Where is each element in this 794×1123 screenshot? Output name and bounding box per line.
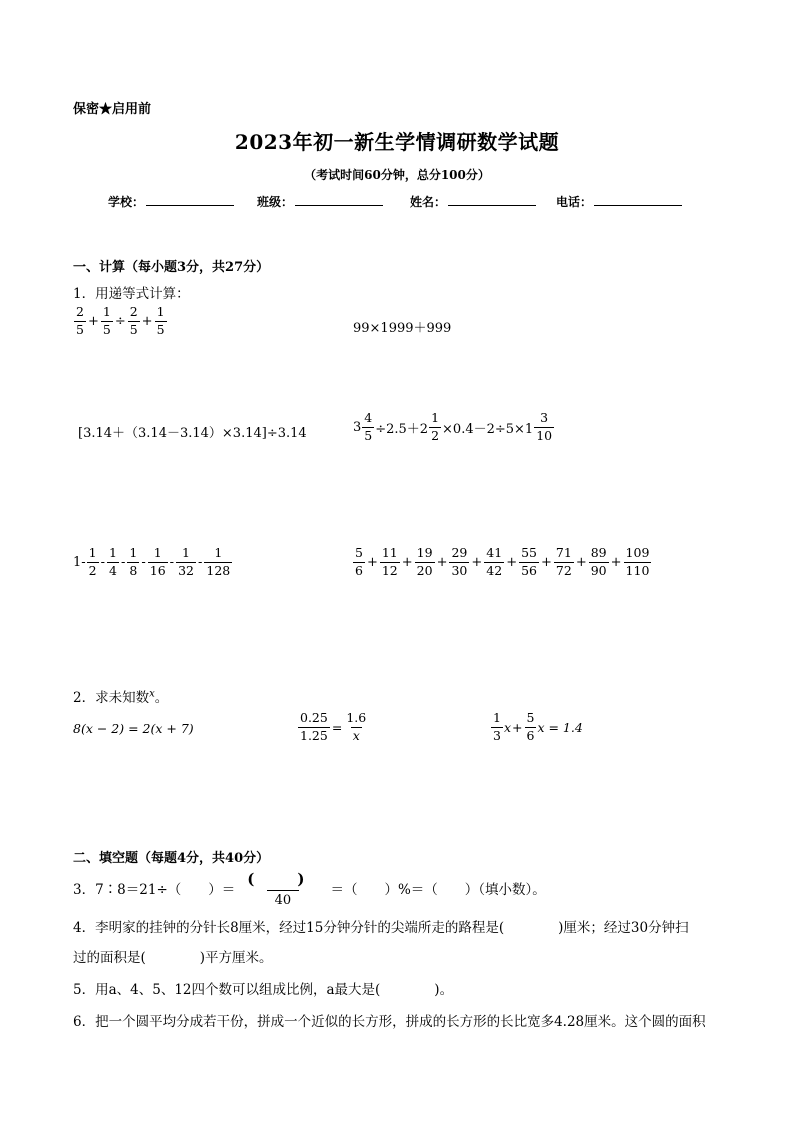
question-6: 6．把一个圆平均分成若干份，拼成一个近似的长方形，拼成的长方形的长比宽多4.28厘米。这个圆的面积 [73, 1014, 706, 1030]
fraction: $\frac{2}{5}$ [76, 304, 84, 337]
fraction: $\frac{1}{2}$ [431, 410, 440, 443]
fraction: $\frac{1}{32}$ [178, 545, 194, 578]
equation-2-3: $\frac{1}{3}$ x + $\frac{5}{6}$ x = 1.4 [493, 710, 583, 743]
fraction: $\frac{1}{16}$ [149, 545, 166, 578]
fraction: $\frac{1}{128}$ [206, 545, 231, 578]
phone-blank[interactable] [594, 193, 682, 206]
section-1-title: 一、计算（每小题3分，共27分） [73, 260, 270, 275]
fraction: $\frac{1}{5}$ [156, 304, 165, 337]
question-5: 5．用a、4、5、12四个数可以组成比例，a最大是( )。 [73, 982, 454, 998]
fraction: $\frac{89}{90}$ [590, 545, 607, 578]
name-blank[interactable] [448, 193, 536, 206]
name-field [410, 193, 536, 210]
page-title: 2023年初一新生学情调研数学试题 [234, 130, 560, 154]
exam-subtitle: （考试时间60分钟，总分100分） [304, 168, 490, 182]
class-label: 班级： [257, 195, 294, 209]
equation-2-1: 8(x − 2) = 2(x + 7) [73, 721, 194, 736]
fraction: $\frac{55}{56}$ [521, 545, 538, 578]
fraction: $\frac{5}{6}$ [355, 545, 363, 578]
problem-1-4: 3 $\frac{4}{5}$ ÷2.5＋2 $\frac{1}{2}$ ×0.4－2÷5×1 $\frac{3}{10}$ [353, 410, 553, 443]
fraction: $\frac{11}{12}$ [381, 545, 398, 578]
section-2-title: 二、填空题（每题4分，共40分） [73, 851, 270, 866]
class-blank[interactable] [295, 193, 383, 206]
class-field [257, 193, 383, 210]
phone-label: 电话： [556, 195, 593, 209]
problem-1-5: 1- $\frac{1}{2}$ - $\frac{1}{4}$ - $\frac{1}{8}$ - $\frac{1}{16}$ - $\frac{1}{32}$ - $\frac{1}{128}$ [73, 545, 231, 578]
question-1-label: 1．用递等式计算： [73, 286, 190, 302]
fraction: $\frac{4}{5}$ [364, 410, 373, 443]
school-blank[interactable] [146, 193, 234, 206]
fraction: $\frac{1}{8}$ [129, 545, 138, 578]
question-4-line-2: 过的面积是( )平方厘米。 [73, 950, 273, 966]
problem-1-2: 99×1999＋999 [353, 321, 452, 336]
fraction: $\frac{19}{20}$ [416, 545, 433, 578]
school-label: 学校： [108, 195, 145, 209]
phone-field [556, 193, 682, 210]
fraction: $\frac{109}{110}$ [625, 545, 650, 578]
fraction: $\frac{0.25}{1.25}$ [300, 710, 328, 743]
fraction: $\frac{29}{30}$ [451, 545, 468, 578]
question-3: 3．7∶8＝21÷（ ）＝ $\frac{( )}{40}$ ＝（ ）%＝（ ）（填小数）。 [73, 870, 546, 908]
problem-1-3: [3.14＋（3.14－3.14）×3.14]÷3.14 [78, 426, 307, 441]
confidential-label: 保密★启用前 [73, 102, 152, 117]
fraction: $\frac{1}{2}$ [88, 545, 97, 578]
fraction: $\frac{1}{4}$ [109, 545, 117, 578]
name-label: 姓名： [410, 195, 447, 209]
fraction: $\frac{2}{5}$ [129, 304, 138, 337]
problem-1-6: $\frac{5}{6}$ + $\frac{11}{12}$ + $\frac{19}{20}$ + $\frac{29}{30}$ + $\frac{41}{42}$ + $\frac{55}{56}$ + $\frac{71}{72}$ + $\frac{89}{90}$ + $\frac{109}{110}$ [355, 545, 650, 578]
fraction: $\frac{1}{3}$ [493, 710, 501, 743]
fraction: $\frac{3}{10}$ [536, 410, 553, 443]
school-field [108, 193, 234, 210]
question-4-line-1: 4．李明家的挂钟的分针长8厘米，经过15分钟分针的尖端所走的路程是( )厘米；经过30分钟扫 [73, 920, 689, 936]
fraction: $\frac{41}{42}$ [486, 545, 503, 578]
fraction-blank[interactable]: $\frac{( )}{40}$ [247, 870, 319, 908]
question-2-label: 2．求未知数$^x$。 [73, 688, 169, 706]
fraction: $\frac{1.6}{x}$ [346, 710, 367, 743]
problem-1-1: $\frac{2}{5}$ + $\frac{1}{5}$ ÷ $\frac{2}{5}$ + $\frac{1}{5}$ [76, 304, 165, 337]
fraction: $\frac{5}{6}$ [526, 710, 535, 743]
fraction: $\frac{1}{5}$ [102, 304, 111, 337]
fraction: $\frac{71}{72}$ [555, 545, 572, 578]
equation-2-2: $\frac{0.25}{1.25}$ = $\frac{1.6}{x}$ [300, 710, 367, 743]
